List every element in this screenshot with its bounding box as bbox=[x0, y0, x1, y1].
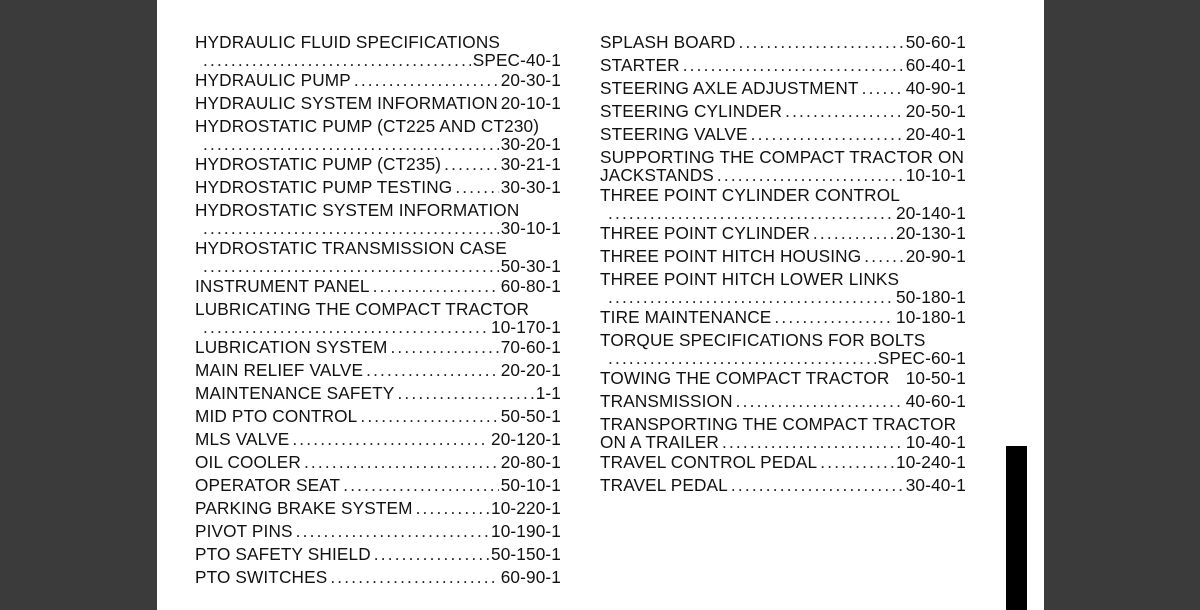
entry-title-continued: ON A TRAILER bbox=[600, 432, 719, 452]
entry-page: 20-90-1 bbox=[905, 246, 966, 266]
entry-page: 20-30-1 bbox=[500, 70, 561, 90]
entry-title: SPLASH BOARD bbox=[600, 32, 736, 52]
index-entry bbox=[600, 222, 966, 245]
entry-title: LUBRICATING THE COMPACT TRACTOR bbox=[195, 299, 530, 319]
leader-dots bbox=[820, 451, 894, 474]
entry-page: 20-140-1 bbox=[895, 203, 966, 223]
leader-dots bbox=[722, 433, 904, 451]
entry-title: HYDRAULIC PUMP bbox=[195, 70, 351, 90]
entry-title-continued: JACKSTANDS bbox=[600, 165, 714, 185]
entry-page: 30-10-1 bbox=[500, 218, 561, 238]
black-bar-marker bbox=[1006, 446, 1027, 610]
entry-title: TOWING THE COMPACT TRACTOR bbox=[600, 368, 890, 388]
entry-title: LUBRICATION SYSTEM bbox=[195, 337, 388, 357]
entry-title: TRAVEL PEDAL bbox=[600, 475, 728, 495]
index-entry bbox=[600, 123, 966, 146]
entry-title: TORQUE SPECIFICATIONS FOR BOLTS bbox=[600, 330, 926, 350]
index-entry bbox=[600, 146, 966, 184]
leader-dots bbox=[203, 51, 471, 69]
entry-page: 50-180-1 bbox=[895, 287, 966, 307]
leader-dots bbox=[683, 54, 904, 77]
index-entry bbox=[195, 199, 561, 237]
index-column-right bbox=[600, 31, 966, 497]
index-entry bbox=[195, 543, 561, 566]
entry-page: 10-50-1 bbox=[905, 368, 966, 388]
entry-title: TIRE MAINTENANCE bbox=[600, 307, 772, 327]
entry-page: 20-10-1 bbox=[500, 93, 561, 113]
index-entry bbox=[195, 497, 561, 520]
leader-dots bbox=[774, 306, 894, 329]
entry-title: HYDROSTATIC PUMP (CT225 AND CT230) bbox=[195, 116, 540, 136]
entry-page: SPEC-60-1 bbox=[877, 348, 966, 368]
leader-dots bbox=[736, 390, 904, 413]
entry-title: HYDRAULIC FLUID SPECIFICATIONS bbox=[195, 32, 501, 52]
index-entry bbox=[195, 115, 561, 153]
leader-dots bbox=[354, 69, 499, 92]
entry-title: OPERATOR SEAT bbox=[195, 475, 341, 495]
index-entry bbox=[195, 336, 561, 359]
leader-dots bbox=[717, 166, 904, 184]
index-column-left bbox=[195, 31, 561, 589]
index-entry bbox=[600, 31, 966, 54]
leader-dots bbox=[751, 123, 904, 146]
index-entry bbox=[195, 69, 561, 92]
index-entry bbox=[195, 298, 561, 336]
leader-dots bbox=[203, 257, 499, 275]
index-entry bbox=[195, 275, 561, 298]
index-entry bbox=[600, 474, 966, 497]
leader-dots bbox=[397, 382, 533, 405]
leader-dots bbox=[455, 176, 498, 199]
entry-title: HYDROSTATIC SYSTEM INFORMATION bbox=[195, 200, 520, 220]
entry-title: HYDROSTATIC TRANSMISSION CASE bbox=[195, 238, 507, 258]
entry-page: 30-21-1 bbox=[500, 154, 561, 174]
index-entry bbox=[600, 390, 966, 413]
entry-page: 50-150-1 bbox=[490, 544, 561, 564]
entry-title: MID PTO CONTROL bbox=[195, 406, 358, 426]
index-entry bbox=[195, 92, 561, 115]
entry-page: SPEC-40-1 bbox=[472, 50, 561, 70]
entry-page: 20-50-1 bbox=[905, 101, 966, 121]
leader-dots bbox=[785, 100, 904, 123]
index-entry bbox=[600, 245, 966, 268]
leader-dots bbox=[444, 153, 499, 176]
entry-title: PIVOT PINS bbox=[195, 521, 293, 541]
entry-title: INSTRUMENT PANEL bbox=[195, 276, 370, 296]
entry-page: 20-20-1 bbox=[500, 360, 561, 380]
entry-title: THREE POINT HITCH LOWER LINKS bbox=[600, 269, 900, 289]
index-entry bbox=[195, 153, 561, 176]
entry-page: 20-130-1 bbox=[895, 223, 966, 243]
leader-dots bbox=[864, 245, 903, 268]
leader-dots bbox=[373, 275, 499, 298]
index-entry bbox=[195, 566, 561, 589]
entry-title: TRANSPORTING THE COMPACT TRACTOR bbox=[600, 414, 957, 434]
entry-title: HYDROSTATIC PUMP (CT235) bbox=[195, 154, 442, 174]
entry-page: 10-220-1 bbox=[490, 498, 561, 518]
entry-title: TRAVEL CONTROL PEDAL bbox=[600, 452, 818, 472]
leader-dots bbox=[304, 451, 499, 474]
entry-page: 1-1 bbox=[535, 383, 561, 403]
index-entry bbox=[195, 176, 561, 199]
entry-title: PTO SWITCHES bbox=[195, 567, 328, 587]
entry-page: 50-60-1 bbox=[905, 32, 966, 52]
index-entry bbox=[600, 100, 966, 123]
index-entry bbox=[600, 184, 966, 222]
index-entry bbox=[600, 77, 966, 100]
index-entry bbox=[195, 428, 561, 451]
entry-page: 50-50-1 bbox=[500, 406, 561, 426]
entry-page: 50-10-1 bbox=[500, 475, 561, 495]
entry-page: 30-20-1 bbox=[500, 134, 561, 154]
leader-dots bbox=[203, 219, 499, 237]
leader-dots bbox=[608, 288, 894, 306]
leader-dots bbox=[343, 474, 498, 497]
entry-page: 20-120-1 bbox=[490, 429, 561, 449]
index-entry bbox=[600, 413, 966, 451]
entry-page: 10-40-1 bbox=[905, 432, 966, 452]
entry-page: 60-90-1 bbox=[500, 567, 561, 587]
leader-dots bbox=[731, 474, 904, 497]
entry-page: 30-40-1 bbox=[905, 475, 966, 495]
leader-dots bbox=[360, 405, 498, 428]
leader-dots bbox=[608, 204, 894, 222]
index-entry bbox=[195, 31, 561, 69]
entry-page: 60-40-1 bbox=[905, 55, 966, 75]
entry-title: STARTER bbox=[600, 55, 680, 75]
leader-dots bbox=[330, 566, 498, 589]
leader-dots bbox=[203, 135, 499, 153]
entry-title: TRANSMISSION bbox=[600, 391, 733, 411]
entry-page: 30-30-1 bbox=[500, 177, 561, 197]
index-entry bbox=[600, 268, 966, 306]
entry-title: PTO SAFETY SHIELD bbox=[195, 544, 371, 564]
index-entry bbox=[195, 382, 561, 405]
leader-dots bbox=[862, 77, 904, 100]
entry-title: HYDROSTATIC PUMP TESTING bbox=[195, 177, 453, 197]
leader-dots bbox=[296, 520, 489, 543]
index-entry bbox=[600, 306, 966, 329]
entry-page: 10-180-1 bbox=[895, 307, 966, 327]
leader-dots bbox=[390, 336, 498, 359]
index-entry bbox=[600, 451, 966, 474]
entry-title: THREE POINT CYLINDER CONTROL bbox=[600, 185, 900, 205]
entry-title: OIL COOLER bbox=[195, 452, 301, 472]
entry-page: 50-30-1 bbox=[500, 256, 561, 276]
entry-title: PARKING BRAKE SYSTEM bbox=[195, 498, 413, 518]
entry-title: MLS VALVE bbox=[195, 429, 290, 449]
entry-title: STEERING AXLE ADJUSTMENT bbox=[600, 78, 859, 98]
entry-page: 40-90-1 bbox=[905, 78, 966, 98]
entry-page: 10-10-1 bbox=[905, 165, 966, 185]
entry-page: 70-60-1 bbox=[500, 337, 561, 357]
index-entry bbox=[195, 237, 561, 275]
leader-dots bbox=[813, 222, 894, 245]
leader-dots bbox=[203, 318, 489, 336]
entry-title: MAINTENANCE SAFETY bbox=[195, 383, 395, 403]
entry-page: 60-80-1 bbox=[500, 276, 561, 296]
index-page bbox=[157, 0, 1044, 610]
entry-title: STEERING CYLINDER bbox=[600, 101, 783, 121]
entry-title: THREE POINT CYLINDER bbox=[600, 223, 810, 243]
leader-dots bbox=[292, 428, 489, 451]
entry-page: 40-60-1 bbox=[905, 391, 966, 411]
leader-dots bbox=[739, 31, 904, 54]
index-entry bbox=[600, 54, 966, 77]
entry-title: HYDRAULIC SYSTEM INFORMATION bbox=[195, 93, 498, 113]
index-entry bbox=[195, 359, 561, 382]
index-entry bbox=[195, 520, 561, 543]
index-entry bbox=[195, 405, 561, 428]
leader-dots bbox=[374, 543, 489, 566]
entry-title: STEERING VALVE bbox=[600, 124, 748, 144]
entry-page: 20-80-1 bbox=[500, 452, 561, 472]
entry-title: SUPPORTING THE COMPACT TRACTOR ON bbox=[600, 147, 965, 167]
index-entry bbox=[600, 367, 966, 390]
index-entry bbox=[195, 451, 561, 474]
leader-dots bbox=[608, 349, 876, 367]
entry-page: 20-40-1 bbox=[905, 124, 966, 144]
leader-dots bbox=[416, 497, 489, 520]
entry-page: 10-240-1 bbox=[895, 452, 966, 472]
entry-title: THREE POINT HITCH HOUSING bbox=[600, 246, 862, 266]
index-entry bbox=[195, 474, 561, 497]
entry-page: 10-190-1 bbox=[490, 521, 561, 541]
title-page-gap bbox=[889, 367, 905, 390]
index-entry bbox=[600, 329, 966, 367]
entry-title: MAIN RELIEF VALVE bbox=[195, 360, 364, 380]
entry-page: 10-170-1 bbox=[490, 317, 561, 337]
leader-dots bbox=[366, 359, 499, 382]
